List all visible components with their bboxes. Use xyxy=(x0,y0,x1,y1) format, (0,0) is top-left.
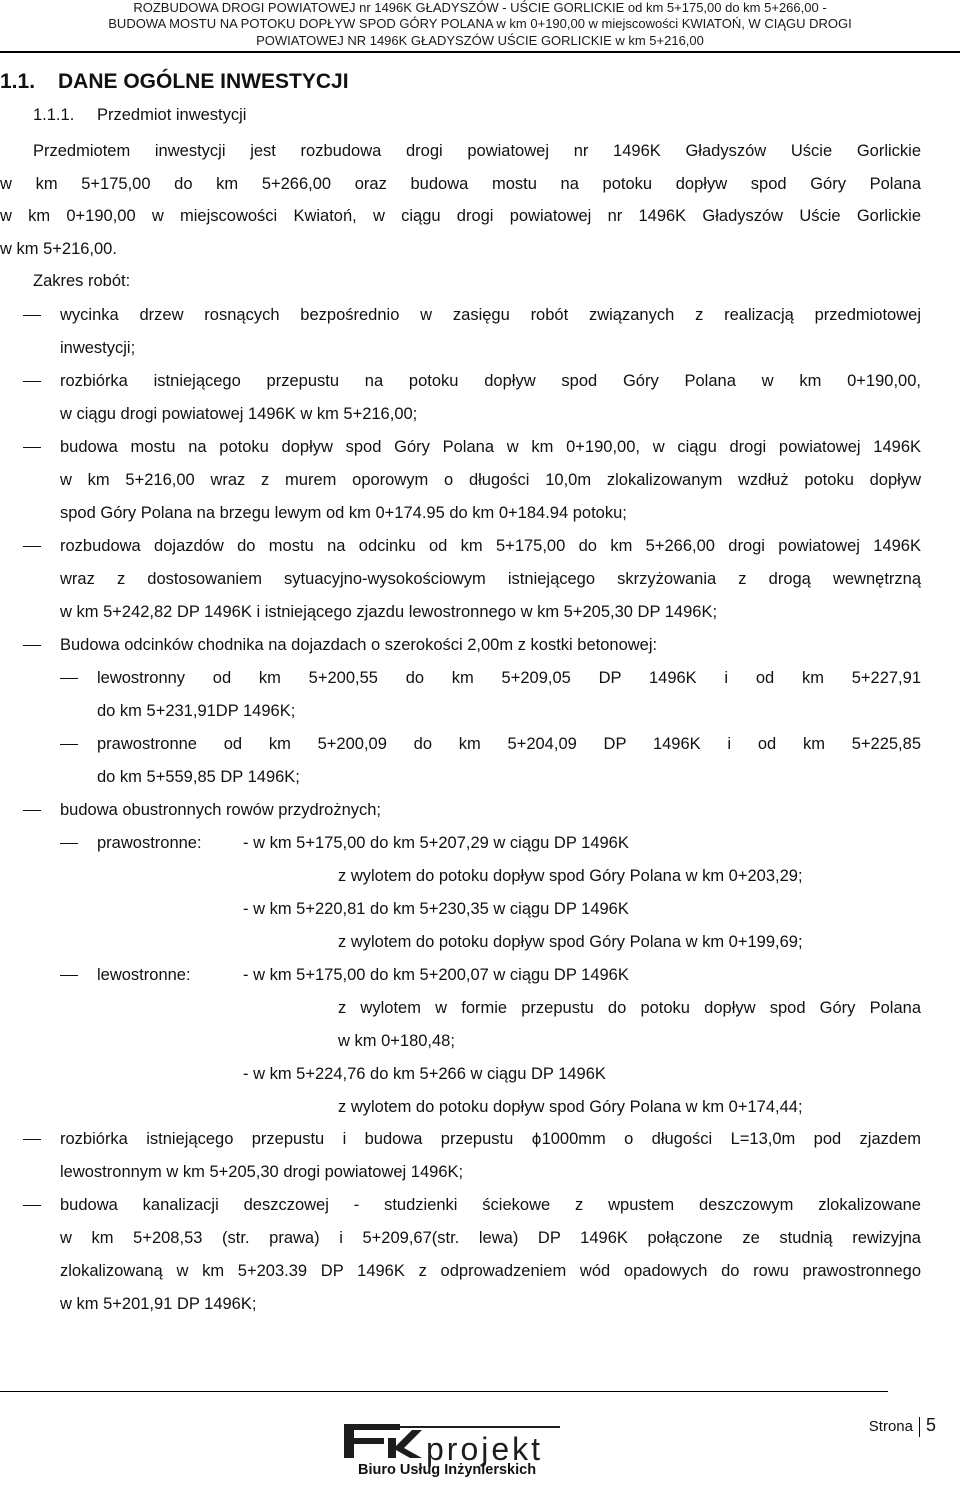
subsection-number: 1.1.1. xyxy=(33,106,75,124)
sub-bullet-dash xyxy=(60,843,78,844)
bullet-dash xyxy=(23,546,41,547)
logo-main-text xyxy=(346,1423,399,1465)
subsection-heading xyxy=(33,106,246,125)
page-separator xyxy=(919,1417,920,1437)
list-item-line: wraz z dostosowaniem sytuacyjno-wysokościowym istniejącego skrzyżowania z drogą wewnętrzną xyxy=(60,570,921,588)
section-title: DANE OGÓLNE INWESTYCJI xyxy=(58,70,349,93)
page-number xyxy=(869,1415,936,1437)
ditch-side-label: lewostronne: xyxy=(97,966,191,984)
ditch-outlet: z wylotem w formie przepustu do potoku dopływ spod Góry Polana xyxy=(338,999,921,1017)
ditch-outlet: z wylotem do potoku dopływ spod Góry Polana w km 0+174,44; xyxy=(338,1098,803,1116)
list-item-line: w km 5+216,00 wraz z murem oporowym o długości 10,0m zlokalizowanym wzdłuż potoku dopływ xyxy=(60,471,921,489)
list-item-line xyxy=(60,1130,921,1149)
page-number-value: 5 xyxy=(925,1415,936,1435)
header-divider xyxy=(0,51,960,53)
header-line-3: POWIATOWEJ NR 1496K GŁADYSZÓW UŚCIE GORLICKIE w km 5+216,00 xyxy=(256,32,704,48)
intro-line: Przedmiotem inwestycji jest rozbudowa drogi powiatowej nr 1496K Gładyszów Uście Gorlickie xyxy=(33,142,921,160)
ditch-outlet: z wylotem do potoku dopływ spod Góry Polana w km 0+199,69; xyxy=(338,933,803,951)
bullet-dash xyxy=(23,1139,41,1140)
subsection-title: Przedmiot inwestycji xyxy=(97,106,247,124)
logo-rest-text: projekt xyxy=(426,1431,544,1467)
sublist-item-line: do km 5+559,85 DP 1496K; xyxy=(97,768,300,786)
intro-line: w km 0+190,00 w miejscowości Kwiatoń, w ciągu drogi powiatowej nr 1496K Gładyszów Uście Gorlickie xyxy=(0,207,921,225)
sub-bullet-dash xyxy=(60,744,78,745)
section-heading xyxy=(0,70,349,94)
list-item-line: budowa mostu na potoku dopływ spod Góry Polana w km 0+190,00, w ciągu drogi powiatowej 1496K xyxy=(60,438,921,456)
list-item-line: w km 5+201,91 DP 1496K; xyxy=(60,1295,257,1313)
page-label: Strona xyxy=(868,1418,913,1435)
ditch-outlet: w km 0+180,48; xyxy=(338,1032,455,1050)
ditch-range: - w km 5+224,76 do km 5+266 w ciągu DP 1496K xyxy=(243,1065,606,1083)
sublist-item-line: do km 5+231,91DP 1496K; xyxy=(97,702,296,720)
list-item-line: zlokalizowaną w km 5+203.39 DP 1496K z odprowadzeniem wód opadowych do rowu prawostronnego xyxy=(60,1262,921,1280)
diameter-symbol: ϕ xyxy=(531,1130,542,1148)
sub-bullet-dash xyxy=(60,678,78,679)
list-item-line: inwestycji; xyxy=(60,339,136,357)
list-item-line: budowa kanalizacji deszczowej - studzienki ściekowe z wpustem deszczowym zlokalizowane xyxy=(60,1196,921,1214)
list-item-text: rozbiórka istniejącego przepustu i budowa przepustu xyxy=(60,1130,532,1148)
footer-divider xyxy=(0,1391,888,1392)
bullet-dash xyxy=(23,810,41,811)
sub-bullet-dash xyxy=(60,975,78,976)
header-line-2: BUDOWA MOSTU NA POTOKU DOPŁYW SPOD GÓRY POLANA w km 0+190,00 w miejscowości KWIATOŃ, W CIĄGU DROGI xyxy=(108,16,852,32)
company-logo xyxy=(340,1418,560,1482)
sublist-item-line: lewostronny od km 5+200,55 do km 5+209,05 DP 1496K i od km 5+227,91 xyxy=(97,669,921,687)
bullet-dash xyxy=(23,447,41,448)
header-line-1: ROZBUDOWA DROGI POWIATOWEJ nr 1496K GŁADYSZÓW - UŚCIE GORLICKIE od km 5+175,00 do km 5+266,00 - xyxy=(133,0,827,15)
ditch-range: - w km 5+175,00 do km 5+207,29 w ciągu DP 1496K xyxy=(243,834,629,852)
intro-line: w km 5+216,00. xyxy=(0,240,117,258)
intro-line: w km 5+175,00 do km 5+266,00 oraz budowa mostu na potoku dopływ spod Góry Polana xyxy=(0,175,921,193)
list-item-line: budowa obustronnych rowów przydrożnych; xyxy=(60,801,382,819)
list-item-line: w km 5+208,53 (str. prawa) i 5+209,67(str. lewa) DP 1496K połączone ze studnią rewizyjna xyxy=(60,1229,921,1247)
list-item-line: rozbudowa dojazdów do mostu na odcinku od km 5+175,00 do km 5+266,00 drogi powiatowej 1496K xyxy=(60,537,921,555)
list-item-text: 1000mm o długości L=13,0m pod zjazdem xyxy=(541,1130,921,1148)
bullet-dash xyxy=(23,1205,41,1206)
list-item-line: Budowa odcinków chodnika na dojazdach o szerokości 2,00m z kostki betonowej: xyxy=(60,636,658,654)
ditch-outlet: z wylotem do potoku dopływ spod Góry Polana w km 0+203,29; xyxy=(338,867,803,885)
list-item-line: spod Góry Polana na brzegu lewym od km 0+174.95 do km 0+184.94 potoku; xyxy=(60,504,627,522)
section-number: 1.1. xyxy=(0,70,36,93)
logo-subtitle: Biuro Usług Inżynierskich xyxy=(358,1462,537,1478)
ditch-range: - w km 5+220,81 do km 5+230,35 w ciągu DP 1496K xyxy=(243,900,629,918)
scope-label: Zakres robót: xyxy=(33,272,131,290)
list-item-line: wycinka drzew rosnących bezpośrednio w zasięgu robót związanych z realizacją przedmiotowej xyxy=(60,306,921,324)
list-item-line: w ciągu drogi powiatowej 1496K w km 5+216,00; xyxy=(60,405,418,423)
bullet-dash xyxy=(23,645,41,646)
list-item-line: lewostronnym w km 5+205,30 drogi powiatowej 1496K; xyxy=(60,1163,464,1181)
list-item-line: rozbiórka istniejącego przepustu na potoku dopływ spod Góry Polana w km 0+190,00, xyxy=(60,372,921,390)
list-item-line: w km 5+242,82 DP 1496K i istniejącego zjazdu lewostronnego w km 5+205,30 DP 1496K; xyxy=(60,603,718,621)
bullet-dash xyxy=(23,381,41,382)
bullet-dash xyxy=(23,315,41,316)
ditch-side-label: prawostronne: xyxy=(97,834,202,852)
ditch-range: - w km 5+175,00 do km 5+200,07 w ciągu DP 1496K xyxy=(243,966,629,984)
document-header xyxy=(0,0,960,49)
sublist-item-line: prawostronne od km 5+200,09 do km 5+204,09 DP 1496K i od km 5+225,85 xyxy=(97,735,921,753)
